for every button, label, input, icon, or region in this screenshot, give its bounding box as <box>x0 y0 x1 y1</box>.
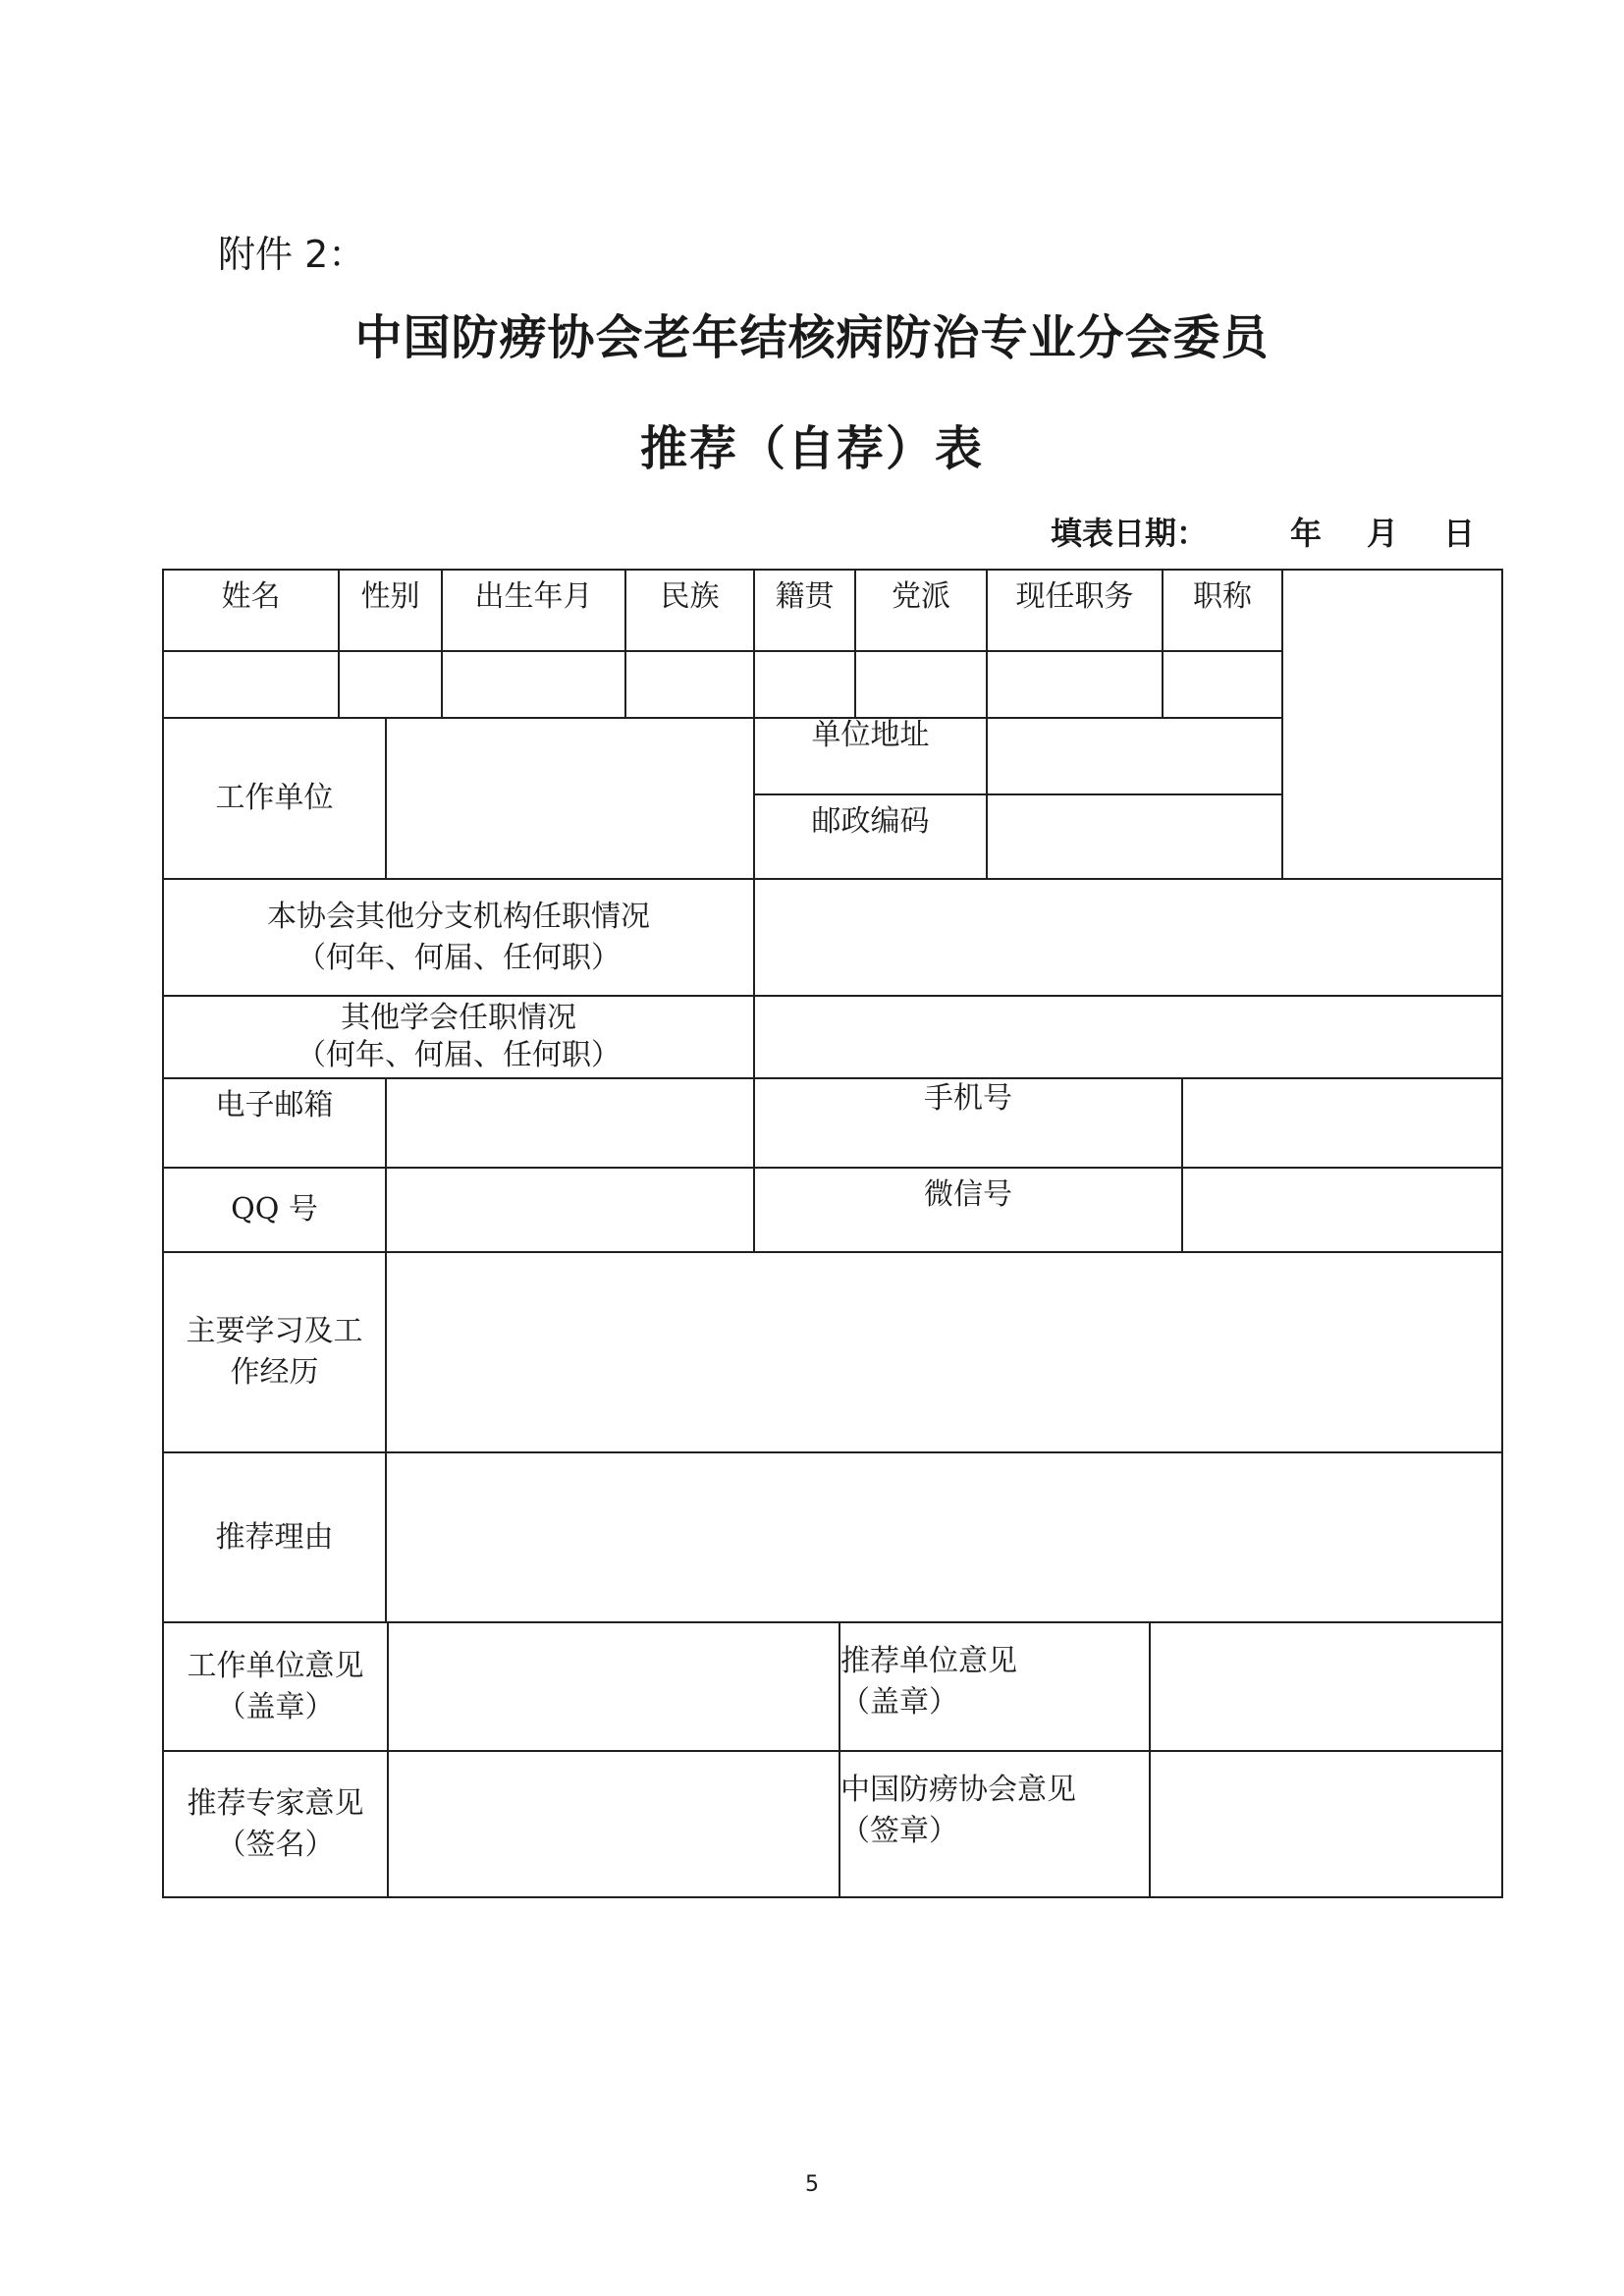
col-gender: 性别 <box>360 579 420 614</box>
page-number: 5 <box>805 2172 819 2197</box>
fill-date-label: 填表日期： <box>1051 515 1209 552</box>
form-title-line2: 推荐（自荐）表 <box>639 421 984 476</box>
recommending-unit-label <box>840 1635 1149 1750</box>
branch-positions-field[interactable] <box>755 880 1501 995</box>
qq-label: QQ 号 <box>231 1192 318 1227</box>
expert-opinion-label-line1: 推荐专家意见 <box>187 1785 364 1821</box>
birth-field[interactable] <box>443 652 624 717</box>
col-ethnicity: 民族 <box>660 579 720 614</box>
other-society-label <box>164 997 753 1077</box>
unit-opinion-field[interactable] <box>389 1623 839 1750</box>
position-field[interactable] <box>988 652 1162 717</box>
other-society-label-line1: 其他学会任职情况 <box>341 1001 576 1035</box>
unit-opinion-label <box>164 1623 387 1750</box>
mobile-field[interactable] <box>1183 1079 1501 1167</box>
col-party: 党派 <box>892 579 950 614</box>
work-unit-field[interactable] <box>387 719 753 878</box>
form-title-line1: 中国防痨协会老年结核病防治专业分会委员 <box>354 310 1270 365</box>
fill-date-day: 日 <box>1443 515 1476 552</box>
col-native-place: 籍贯 <box>775 579 835 614</box>
recommending-unit-label-line1: 推荐单位意见 <box>840 1644 1017 1678</box>
attachment-label: 附件 2： <box>218 233 366 276</box>
ethnicity-field[interactable] <box>626 652 753 717</box>
other-society-label-line2: （何年、何届、任何职） <box>297 1038 621 1072</box>
email-field[interactable] <box>387 1079 753 1167</box>
expert-opinion-field[interactable] <box>389 1752 839 1896</box>
recommending-unit-field[interactable] <box>1151 1623 1501 1750</box>
party-field[interactable] <box>856 652 986 717</box>
unit-address-field[interactable] <box>988 719 1281 793</box>
association-opinion-field[interactable] <box>1151 1752 1501 1896</box>
col-birth: 出生年月 <box>474 579 593 614</box>
unit-opinion-label-line1: 工作单位意见 <box>187 1648 364 1683</box>
postal-code-label: 邮政编码 <box>811 804 930 839</box>
fill-date-year: 年 <box>1290 515 1323 552</box>
wechat-label: 微信号 <box>924 1177 1012 1212</box>
qq-field[interactable] <box>387 1169 753 1251</box>
email-label: 电子邮箱 <box>215 1088 334 1122</box>
branch-positions-label-line2: （何年、何届、任何职） <box>297 940 621 975</box>
col-position: 现任职务 <box>1015 579 1134 614</box>
experience-label-line2: 作经历 <box>230 1355 319 1390</box>
branch-positions-label-line1: 本协会其他分支机构任职情况 <box>267 899 650 934</box>
unit-opinion-label-line2: （盖章） <box>216 1689 335 1724</box>
photo-area[interactable] <box>1283 571 1501 878</box>
wechat-field[interactable] <box>1183 1169 1501 1251</box>
association-opinion-label-line2: （签章） <box>840 1814 958 1848</box>
experience-label <box>164 1253 385 1451</box>
work-unit-label: 工作单位 <box>215 781 334 815</box>
reason-label: 推荐理由 <box>215 1519 334 1555</box>
other-society-field[interactable] <box>755 997 1501 1077</box>
unit-address-label: 单位地址 <box>811 718 930 752</box>
expert-opinion-label-line2: （签名） <box>216 1827 335 1862</box>
association-opinion-label <box>840 1764 1149 1896</box>
col-title: 职称 <box>1193 579 1252 614</box>
title-field[interactable] <box>1164 652 1281 717</box>
experience-field[interactable] <box>387 1253 1501 1451</box>
gender-field[interactable] <box>340 652 441 717</box>
recommending-unit-label-line2: （盖章） <box>840 1685 958 1720</box>
col-name: 姓名 <box>221 579 281 614</box>
native-place-field[interactable] <box>755 652 854 717</box>
mobile-label: 手机号 <box>924 1081 1012 1116</box>
reason-field[interactable] <box>387 1453 1501 1621</box>
experience-label-line1: 主要学习及工 <box>186 1314 363 1348</box>
postal-code-field[interactable] <box>988 795 1281 878</box>
fill-date-month: 月 <box>1367 515 1399 552</box>
expert-opinion-label <box>164 1752 387 1896</box>
name-field[interactable] <box>164 652 338 717</box>
association-opinion-label-line1: 中国防痨协会意见 <box>840 1773 1076 1807</box>
branch-positions-label <box>164 880 753 995</box>
